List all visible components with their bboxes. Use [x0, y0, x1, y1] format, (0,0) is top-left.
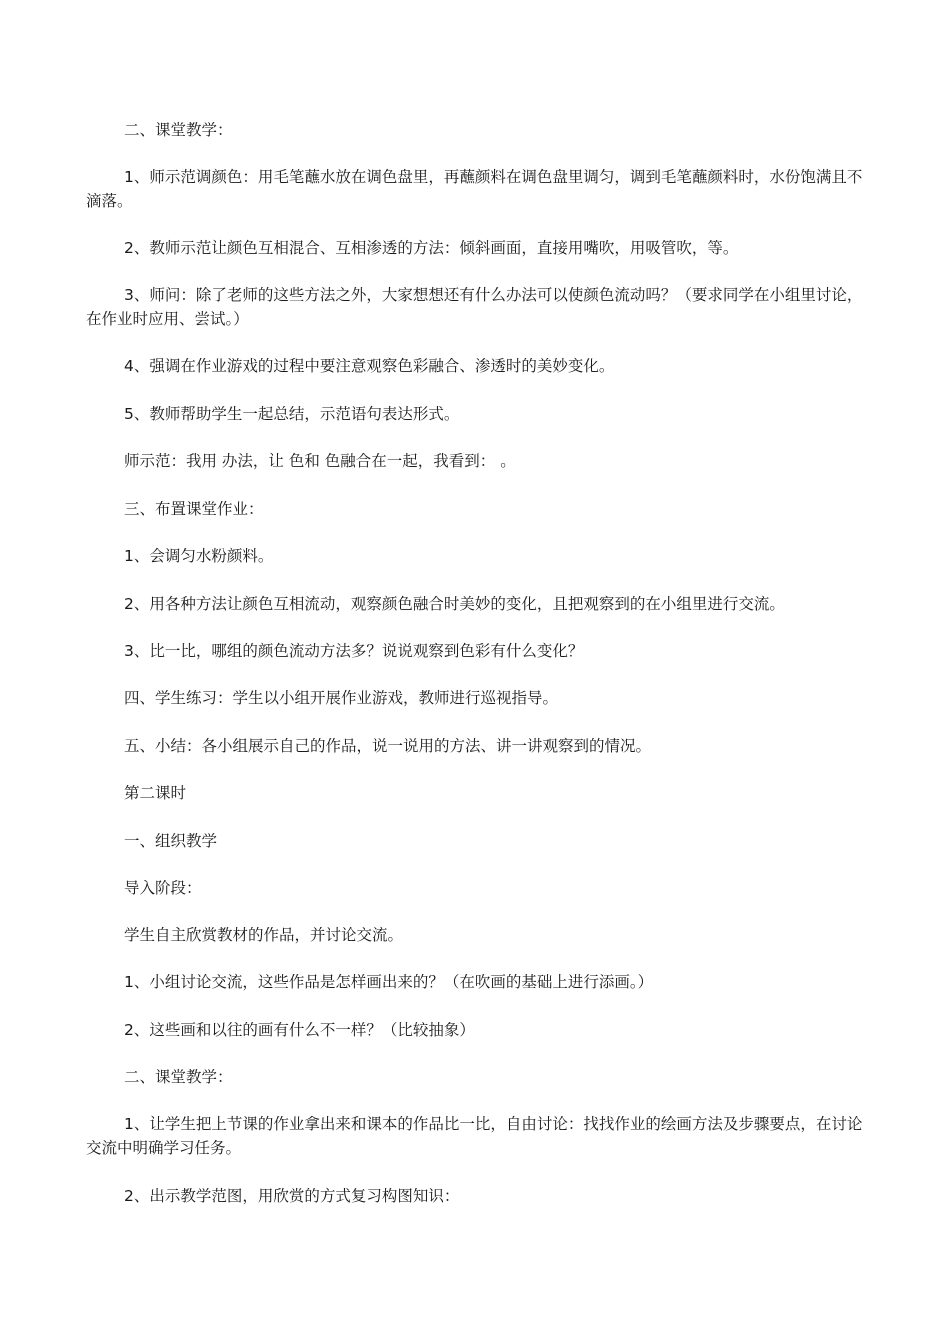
paragraph-teacher-question: 3、师问：除了老师的这些方法之外，大家想想还有什么办法可以使颜色流动吗？（要求同学在小组里讨论，在作业时应用、尝试。） [86, 286, 863, 328]
paragraph-appreciate-works: 学生自主欣赏教材的作品，并讨论交流。 [124, 926, 404, 944]
paragraph-assignment-2: 2、用各种方法让颜色互相流动，观察颜色融合时美妙的变化，且把观察到的在小组里进行交流。 [124, 595, 785, 613]
section-heading-classroom-teaching-2: 二、课堂教学： [124, 1068, 233, 1086]
paragraph-observe-changes: 4、强调在作业游戏的过程中要注意观察色彩融合、渗透时的美妙变化。 [124, 357, 615, 375]
section-heading-summary: 五、小结：各小组展示自己的作品，说一说用的方法、讲一讲观察到的情况。 [124, 737, 652, 755]
paragraph-assignment-3: 3、比一比，哪组的颜色流动方法多？说说观察到色彩有什么变化？ [124, 642, 584, 660]
heading-second-lesson: 第二课时 [124, 784, 187, 802]
section-heading-classroom-teaching: 二、课堂教学： [124, 121, 233, 139]
paragraph-assignment-1: 1、会调匀水粉颜料。 [124, 547, 274, 565]
paragraph-group-discussion: 1、小组讨论交流，这些作品是怎样画出来的？（在吹画的基础上进行添画。） [124, 973, 654, 991]
section-heading-assignment: 三、布置课堂作业： [124, 500, 264, 518]
section-heading-student-practice: 四、学生练习：学生以小组开展作业游戏，教师进行巡视指导。 [124, 689, 559, 707]
paragraph-teacher-example: 师示范：我用 办法，让 色和 色融合在一起，我看到： 。 [124, 452, 516, 470]
paragraph-intro-stage: 导入阶段： [124, 879, 202, 897]
paragraph-comparison-question: 2、这些画和以往的画有什么不一样？（比较抽象） [124, 1021, 475, 1039]
section-heading-organize-teaching: 一、组织教学 [124, 832, 218, 850]
paragraph-blending-methods: 2、教师示范让颜色互相混合、互相渗透的方法：倾斜画面，直接用嘴吹，用吸管吹，等。 [124, 239, 739, 257]
paragraph-color-mixing-demo: 1、师示范调颜色：用毛笔蘸水放在调色盘里，再蘸颜料在调色盘里调匀，调到毛笔蘸颜料时，水份饱满且不滴落。 [86, 168, 863, 210]
paragraph-compare-homework: 1、让学生把上节课的作业拿出来和课本的作品比一比，自由讨论：找找作业的绘画方法及步骤要点，在讨论交流中明确学习任务。 [86, 1115, 863, 1157]
paragraph-show-examples: 2、出示教学范图，用欣赏的方式复习构图知识： [124, 1187, 460, 1205]
paragraph-summary-help: 5、教师帮助学生一起总结，示范语句表达形式。 [124, 405, 460, 423]
